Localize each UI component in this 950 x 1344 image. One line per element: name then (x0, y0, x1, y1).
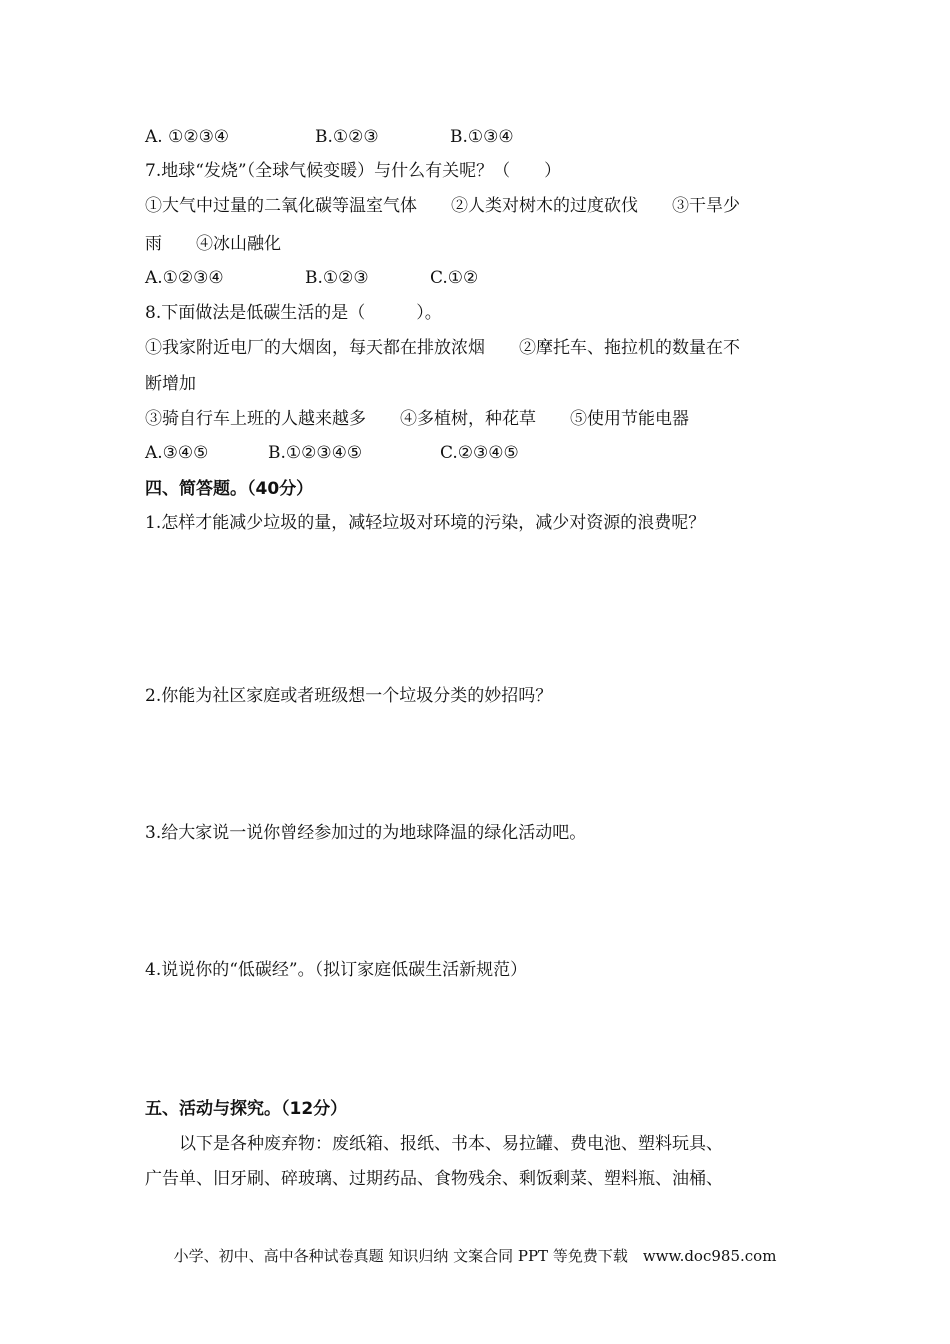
q6-option-b: B.①②③ (315, 127, 379, 147)
page-footer: 小学、初中、高中各种试卷真题 知识归纳 文案合同 PPT 等免费下载 www.doc985.com (173, 1247, 777, 1265)
short-answer-q1: 1.怎样才能减少垃圾的量，减轻垃圾对环境的污染，减少对资源的浪费呢？ (145, 513, 706, 533)
section-5-paragraph-line-1: 以下是各种废弃物：废纸箱、报纸、书本、易拉罐、费电池、塑料玩具、 (179, 1134, 723, 1154)
q7-stem: 7.地球“发烧”（全球气候变暖）与什么有关呢？（ ） (145, 161, 562, 181)
q7-option-a: A.①②③④ (145, 268, 224, 288)
short-answer-q3: 3.给大家说一说你曾经参加过的为地球降温的绿化活动吧。 (145, 823, 587, 843)
q7-option-b: B.①②③ (305, 268, 369, 288)
q6-option-a: A. ①②③④ (145, 127, 230, 147)
q8-option-c: C.②③④⑤ (440, 443, 519, 463)
q8-option-a: A.③④⑤ (145, 443, 209, 463)
q8-choices-line-2: 断增加 (145, 374, 196, 394)
q8-choices-line-1: ①我家附近电厂的大烟囱，每天都在排放浓烟 ②摩托车、拖拉机的数量在不 (145, 338, 740, 358)
q8-option-b: B.①②③④⑤ (268, 443, 363, 463)
q8-choices-line-3: ③骑自行车上班的人越来越多 ④多植树，种花草 ⑤使用节能电器 (145, 409, 689, 429)
section-5-heading: 五、活动与探究。（12分） (145, 1099, 348, 1119)
q7-choices-line-1: ①大气中过量的二氧化碳等温室气体 ②人类对树木的过度砍伐 ③干旱少 (145, 196, 740, 216)
section-5-paragraph-line-2: 广告单、旧牙刷、碎玻璃、过期药品、食物残余、剩饭剩菜、塑料瓶、油桶、 (145, 1169, 723, 1189)
short-answer-q4: 4.说说你的“低碳经”。（拟订家庭低碳生活新规范） (145, 960, 528, 980)
q7-choices-line-2: 雨 ④冰山融化 (145, 234, 281, 254)
short-answer-q2: 2.你能为社区家庭或者班级想一个垃圾分类的妙招吗？ (145, 686, 553, 706)
q8-stem: 8.下面做法是低碳生活的是（ ）。 (145, 303, 442, 323)
q7-option-c: C.①② (430, 268, 479, 288)
section-4-heading: 四、简答题。（40分） (145, 479, 314, 499)
q6-option-c: B.①③④ (450, 127, 514, 147)
